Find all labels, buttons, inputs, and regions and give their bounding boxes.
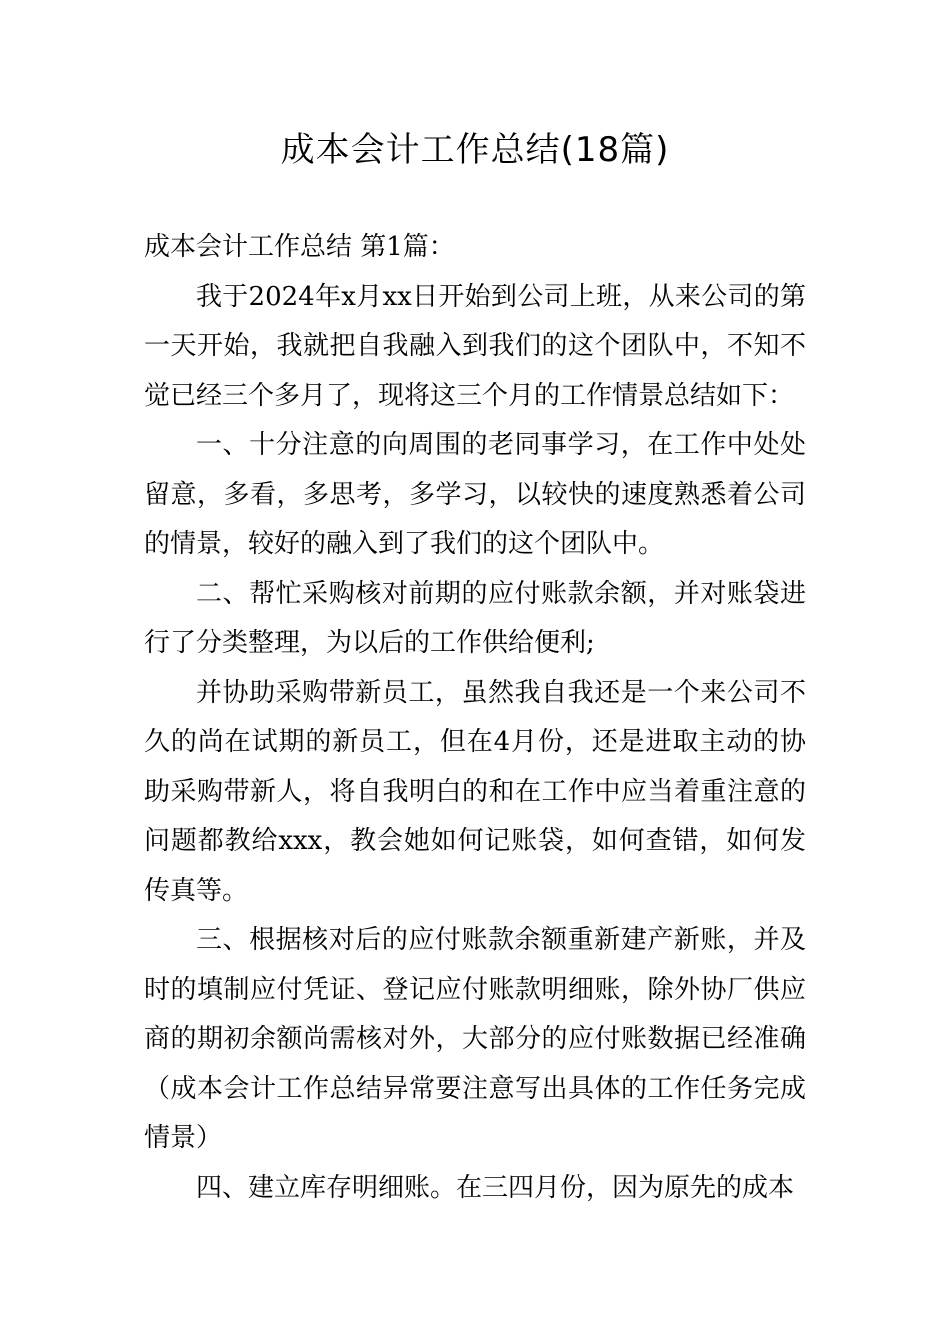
- paragraph-item-2: 二、帮忙采购核对前期的应付账款余额，并对账袋进行了分类整理，为以后的工作供给便利;: [144, 578, 806, 658]
- paragraph-intro: 我于2024年x月xx日开始到公司上班，从来公司的第一天开始，我就把自我融入到我们的这个团队中，不知不觉已经三个多月了，现将这三个月的工作情景总结如下：: [144, 281, 806, 411]
- paragraph-item-1: 一、十分注意的向周围的老同事学习，在工作中处处留意，多看，多思考，多学习，以较快的速度熟悉着公司的情景，较好的融入到了我们的这个团队中。: [144, 430, 806, 559]
- section-heading: 成本会计工作总结 第1篇：: [144, 232, 455, 262]
- paragraph-item-3: 三、根据核对后的应付账款余额重新建产新账，并及时的填制应付凭证、登记应付账款明细账，除外协厂供应商的期初余额尚需核对外，大部分的应付账数据已经准确（成本会计工作总结异常要注意写出具体的工作任务完成情景）: [144, 925, 806, 1153]
- document-body: [144, 223, 806, 1213]
- paragraph-item-2-continued: 并协助采购带新员工，虽然我自我还是一个来公司不久的尚在试期的新员工，但在4月份，还是进取主动的协助采购带新人，将自我明白的和在工作中应当着重注意的问题都教给xxx，教会她如何记账袋，如何查错，如何发传真等。: [144, 677, 806, 906]
- document-title: 成本会计工作总结(18篇): [280, 130, 670, 170]
- paragraph-item-4: 四、建立库存明细账。在三四月份，因为原先的成本: [196, 1172, 795, 1203]
